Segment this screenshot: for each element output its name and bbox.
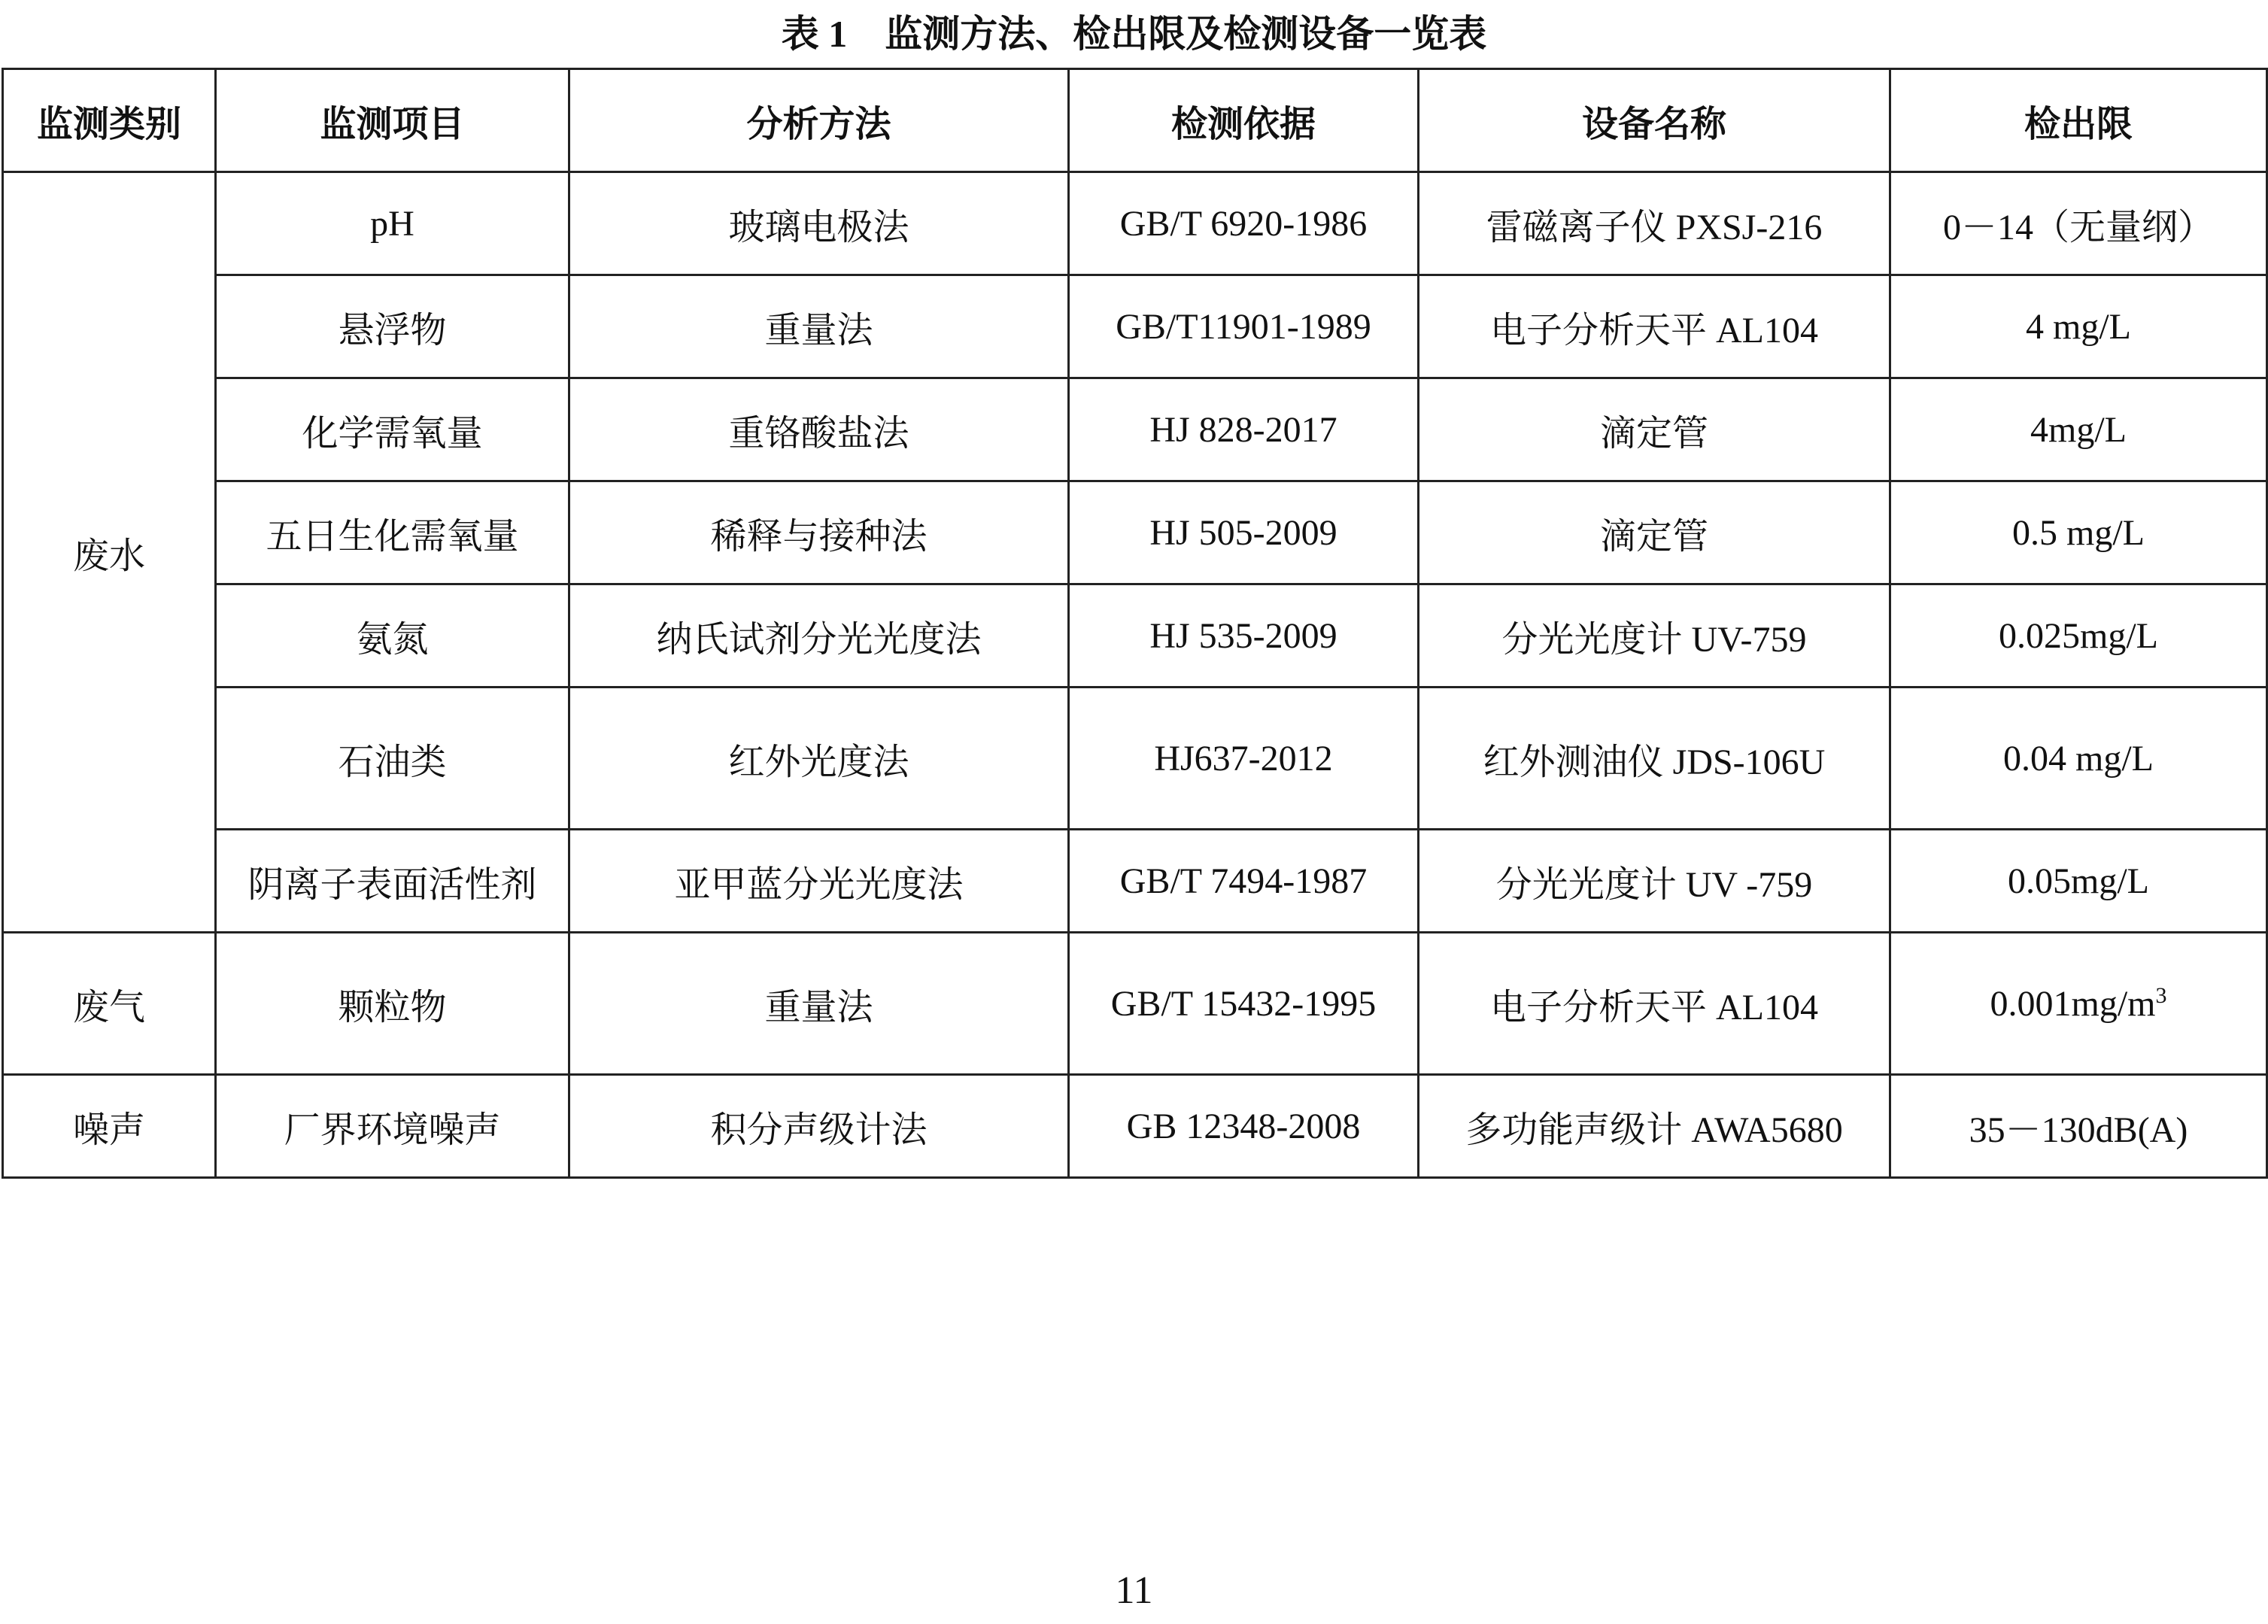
item-cell: 阴离子表面活性剂 <box>216 830 569 933</box>
page-number: 11 <box>1115 1569 1153 1612</box>
item-cell: 氨氮 <box>216 584 569 688</box>
limit-cell: 0.05mg/L <box>1890 830 2267 933</box>
equipment-cell: 分光光度计 UV-759 <box>1419 584 1890 688</box>
method-cell: 重量法 <box>569 275 1069 378</box>
equipment-cell: 分光光度计 UV -759 <box>1419 830 1890 933</box>
category-cell: 噪声 <box>3 1075 216 1178</box>
basis-cell: GB/T 7494-1987 <box>1069 830 1419 933</box>
equipment-cell: 多功能声级计 AWA5680 <box>1419 1075 1890 1178</box>
header-row <box>3 69 2267 172</box>
item-cell: 化学需氧量 <box>216 378 569 481</box>
equipment-cell: 雷磁离子仪 PXSJ-216 <box>1419 172 1890 275</box>
basis-cell: GB/T 6920-1986 <box>1069 172 1419 275</box>
equipment-cell: 电子分析天平 AL104 <box>1419 275 1890 378</box>
table-row <box>3 275 2267 378</box>
limit-cell: 0.04 mg/L <box>1890 688 2267 830</box>
item-cell: pH <box>216 172 569 275</box>
header-method: 分析方法 <box>569 69 1069 172</box>
basis-cell: GB/T 15432-1995 <box>1069 933 1419 1075</box>
equipment-cell: 电子分析天平 AL104 <box>1419 933 1890 1075</box>
limit-cell <box>1890 933 2267 1075</box>
limit-cell: 0－14（无量纲） <box>1890 172 2267 275</box>
method-cell: 积分声级计法 <box>569 1075 1069 1178</box>
category-cell: 废气 <box>3 933 216 1075</box>
header-item: 监测项目 <box>216 69 569 172</box>
method-cell: 重铬酸盐法 <box>569 378 1069 481</box>
method-cell: 稀释与接种法 <box>569 481 1069 584</box>
table-row <box>3 481 2267 584</box>
limit-cell: 4mg/L <box>1890 378 2267 481</box>
equipment-cell: 滴定管 <box>1419 378 1890 481</box>
header-equipment: 设备名称 <box>1419 69 1890 172</box>
table-title: 表 1 监测方法、检出限及检测设备一览表 <box>781 13 1487 55</box>
item-cell: 石油类 <box>216 688 569 830</box>
item-cell: 颗粒物 <box>216 933 569 1075</box>
item-cell: 厂界环境噪声 <box>216 1075 569 1178</box>
method-cell: 玻璃电极法 <box>569 172 1069 275</box>
method-cell: 重量法 <box>569 933 1069 1075</box>
limit-value: 0.001mg/m <box>1990 983 2156 1024</box>
basis-cell: GB/T11901-1989 <box>1069 275 1419 378</box>
table-row <box>3 1075 2267 1178</box>
table-row <box>3 933 2267 1075</box>
category-cell: 废水 <box>3 172 216 933</box>
basis-cell: HJ 505-2009 <box>1069 481 1419 584</box>
basis-cell: HJ 535-2009 <box>1069 584 1419 688</box>
monitoring-table <box>2 68 2268 1179</box>
table-row <box>3 688 2267 830</box>
header-limit: 检出限 <box>1890 69 2267 172</box>
item-cell: 五日生化需氧量 <box>216 481 569 584</box>
limit-cell: 0.5 mg/L <box>1890 481 2267 584</box>
limit-exponent: 3 <box>2155 982 2167 1008</box>
header-basis: 检测依据 <box>1069 69 1419 172</box>
table-row <box>3 378 2267 481</box>
method-cell: 纳氏试剂分光光度法 <box>569 584 1069 688</box>
equipment-cell: 滴定管 <box>1419 481 1890 584</box>
item-cell: 悬浮物 <box>216 275 569 378</box>
method-cell: 亚甲蓝分光光度法 <box>569 830 1069 933</box>
table-row <box>3 584 2267 688</box>
basis-cell: GB 12348-2008 <box>1069 1075 1419 1178</box>
header-category: 监测类别 <box>3 69 216 172</box>
table-row <box>3 172 2267 275</box>
limit-cell: 35－130dB(A) <box>1890 1075 2267 1178</box>
method-cell: 红外光度法 <box>569 688 1069 830</box>
table-row <box>3 830 2267 933</box>
basis-cell: HJ 828-2017 <box>1069 378 1419 481</box>
limit-cell: 4 mg/L <box>1890 275 2267 378</box>
basis-cell: HJ637-2012 <box>1069 688 1419 830</box>
limit-cell: 0.025mg/L <box>1890 584 2267 688</box>
equipment-cell: 红外测油仪 JDS-106U <box>1419 688 1890 830</box>
